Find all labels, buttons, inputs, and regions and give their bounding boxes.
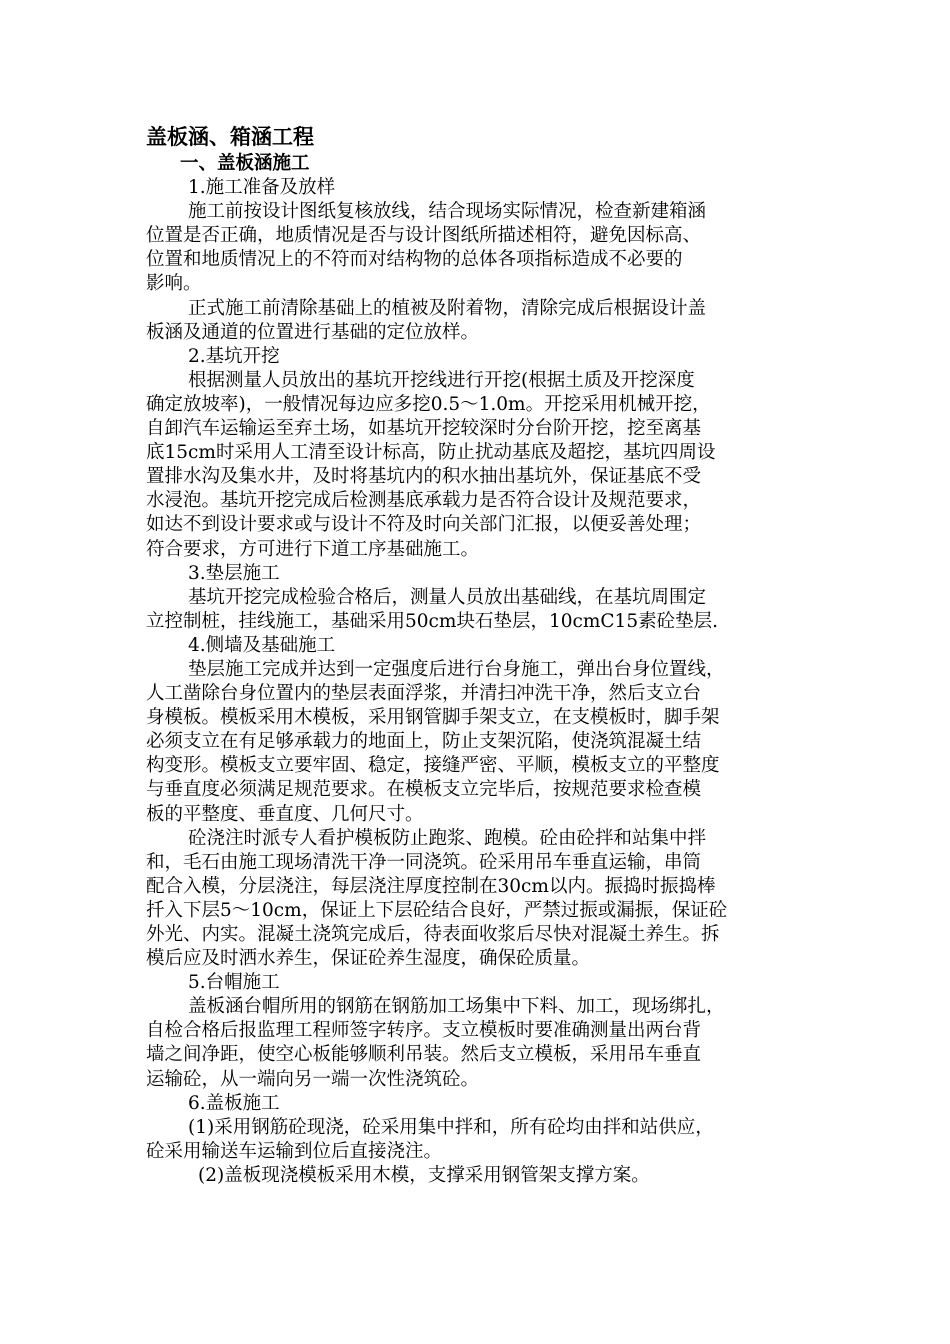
text-line: 砼浇注时派专人看护模板防止跑浆、跑模。砼由砼拌和站集中拌 bbox=[188, 827, 707, 849]
text-line: 位置是否正确，地质情况是否与设计图纸所描述相符，避免因标高、 bbox=[146, 225, 702, 247]
subsection-heading-6: 6.盖板施工 bbox=[188, 1092, 280, 1114]
paragraph bbox=[146, 369, 826, 562]
text-line: 正式施工前清除基础上的植被及附着物，清除完成后根据设计盖 bbox=[188, 297, 707, 319]
text-line: 盖板涵台帽所用的钢筋在钢筋加工场集中下料、加工，现场绑扎， bbox=[188, 996, 725, 1018]
text-line: 砼采用输送车运输到位后直接浇注。 bbox=[146, 1140, 443, 1162]
text-line: 基坑开挖完成检验合格后，测量人员放出基础线，在基坑周围定 bbox=[188, 586, 707, 608]
text-line: 构变形。模板支立要牢固、稳定，接缝严密、平顺，模板支立的平整度 bbox=[146, 755, 720, 777]
text-line: 运输砼，从一端向另一端一次性浇筑砼。 bbox=[146, 1068, 480, 1090]
text-line: (1)采用钢筋砼现浇，砼采用集中拌和，所有砼均由拌和站供应， bbox=[188, 1116, 714, 1138]
paragraph bbox=[146, 995, 826, 1091]
paragraph bbox=[146, 1116, 826, 1164]
paragraph bbox=[146, 200, 826, 296]
text-line: 施工前按设计图纸复核放线，结合现场实际情况，检查新建箱涵 bbox=[188, 201, 707, 223]
text-line: 自卸汽车运输运至弃土场，如基坑开挖较深时分台阶开挖，挖至离基 bbox=[146, 418, 702, 440]
subsection-heading-4: 4.侧墙及基础施工 bbox=[188, 634, 336, 656]
text-line: 置排水沟及集水井，及时将基坑内的积水抽出基坑外，保证基底不受 bbox=[146, 466, 702, 488]
text-line: 墙之间净距，使空心板能够顺利吊装。然后支立模板，采用吊车垂直 bbox=[146, 1044, 702, 1066]
text-line: 板的平整度、垂直度、几何尺寸。 bbox=[146, 803, 424, 825]
subsection-heading-3: 3.垫层施工 bbox=[188, 562, 280, 584]
text-line: 板涵及通道的位置进行基础的定位放样。 bbox=[146, 321, 480, 343]
text-line: 身模板。模板采用木模板，采用钢管脚手架支立，在支模板时，脚手架 bbox=[146, 707, 720, 729]
text-line: 和，毛石由施工现场清洗干净一同浇筑。砼采用吊车垂直运输，串筒 bbox=[146, 851, 702, 873]
text-line: 影响。 bbox=[146, 273, 202, 295]
text-line: 立控制桩，挂线施工，基础采用50cm块石垫层，10cmC15素砼垫层. bbox=[146, 610, 718, 632]
text-line: 水浸泡。基坑开挖完成后检测基底承载力是否符合设计及规范要求， bbox=[146, 490, 702, 512]
text-line: 如达不到设计要求或与设计不符及时向关部门汇报，以便妥善处理； bbox=[146, 514, 702, 536]
paragraph bbox=[146, 658, 826, 827]
text-line: 位置和地质情况上的不符而对结构物的总体各项指标造成不必要的 bbox=[146, 249, 683, 271]
text-line: 符合要求，方可进行下道工序基础施工。 bbox=[146, 538, 480, 560]
paragraph bbox=[146, 586, 826, 634]
section-heading-1: 一、盖板涵施工 bbox=[180, 153, 310, 174]
text-line: 扦入下层5～10cm，保证上下层砼结合良好，严禁过振或漏振，保证砼 bbox=[146, 899, 728, 921]
text-line: 根据测量人员放出的基坑开挖线进行开挖(根据土质及开挖深度 bbox=[188, 369, 695, 391]
text-line: 与垂直度必须满足规范要求。在模板支立完毕后，按规范要求检查模 bbox=[146, 779, 702, 801]
subsection-heading-1: 1.施工准备及放样 bbox=[188, 177, 336, 199]
document-body bbox=[146, 124, 826, 1188]
paragraph bbox=[146, 827, 826, 972]
document-title: 盖板涵、箱涵工程 bbox=[146, 124, 314, 149]
subsection-heading-5: 5.台帽施工 bbox=[188, 972, 280, 994]
text-line: 模后应及时洒水养生，保证砼养生湿度，确保砼质量。 bbox=[146, 948, 591, 970]
text-line: 人工凿除台身位置内的垫层表面浮浆，并清扫冲洗干净，然后支立台 bbox=[146, 683, 702, 705]
text-line: 底15cm时采用人工清至设计标高，防止扰动基底及超挖，基坑四周设 bbox=[146, 442, 716, 464]
text-line: 确定放坡率)，一般情况每边应多挖0.5～1.0m。开挖采用机械开挖， bbox=[146, 393, 711, 415]
text-line: 外光、内实。混凝土浇筑完成后，待表面收浆后尽快对混凝土养生。拆 bbox=[146, 924, 720, 945]
text-line: 必须支立在有足够承载力的地面上，防止支架沉陷，使浇筑混凝土结 bbox=[146, 731, 702, 753]
text-line: (2)盖板现浇模板采用木模，支撑采用钢管架支撑方案。 bbox=[198, 1164, 650, 1186]
paragraph bbox=[146, 1164, 826, 1188]
text-line: 垫层施工完成并达到一定强度后进行台身施工，弹出台身位置线， bbox=[188, 658, 725, 680]
paragraph bbox=[146, 297, 826, 345]
text-line: 自检合格后报监理工程师签字转序。支立模板时要准确测量出两台背 bbox=[146, 1020, 702, 1042]
text-line: 配合入模，分层浇注，每层浇注厚度控制在30cm以内。振捣时振捣棒 bbox=[146, 875, 716, 897]
subsection-heading-2: 2.基坑开挖 bbox=[188, 345, 280, 367]
